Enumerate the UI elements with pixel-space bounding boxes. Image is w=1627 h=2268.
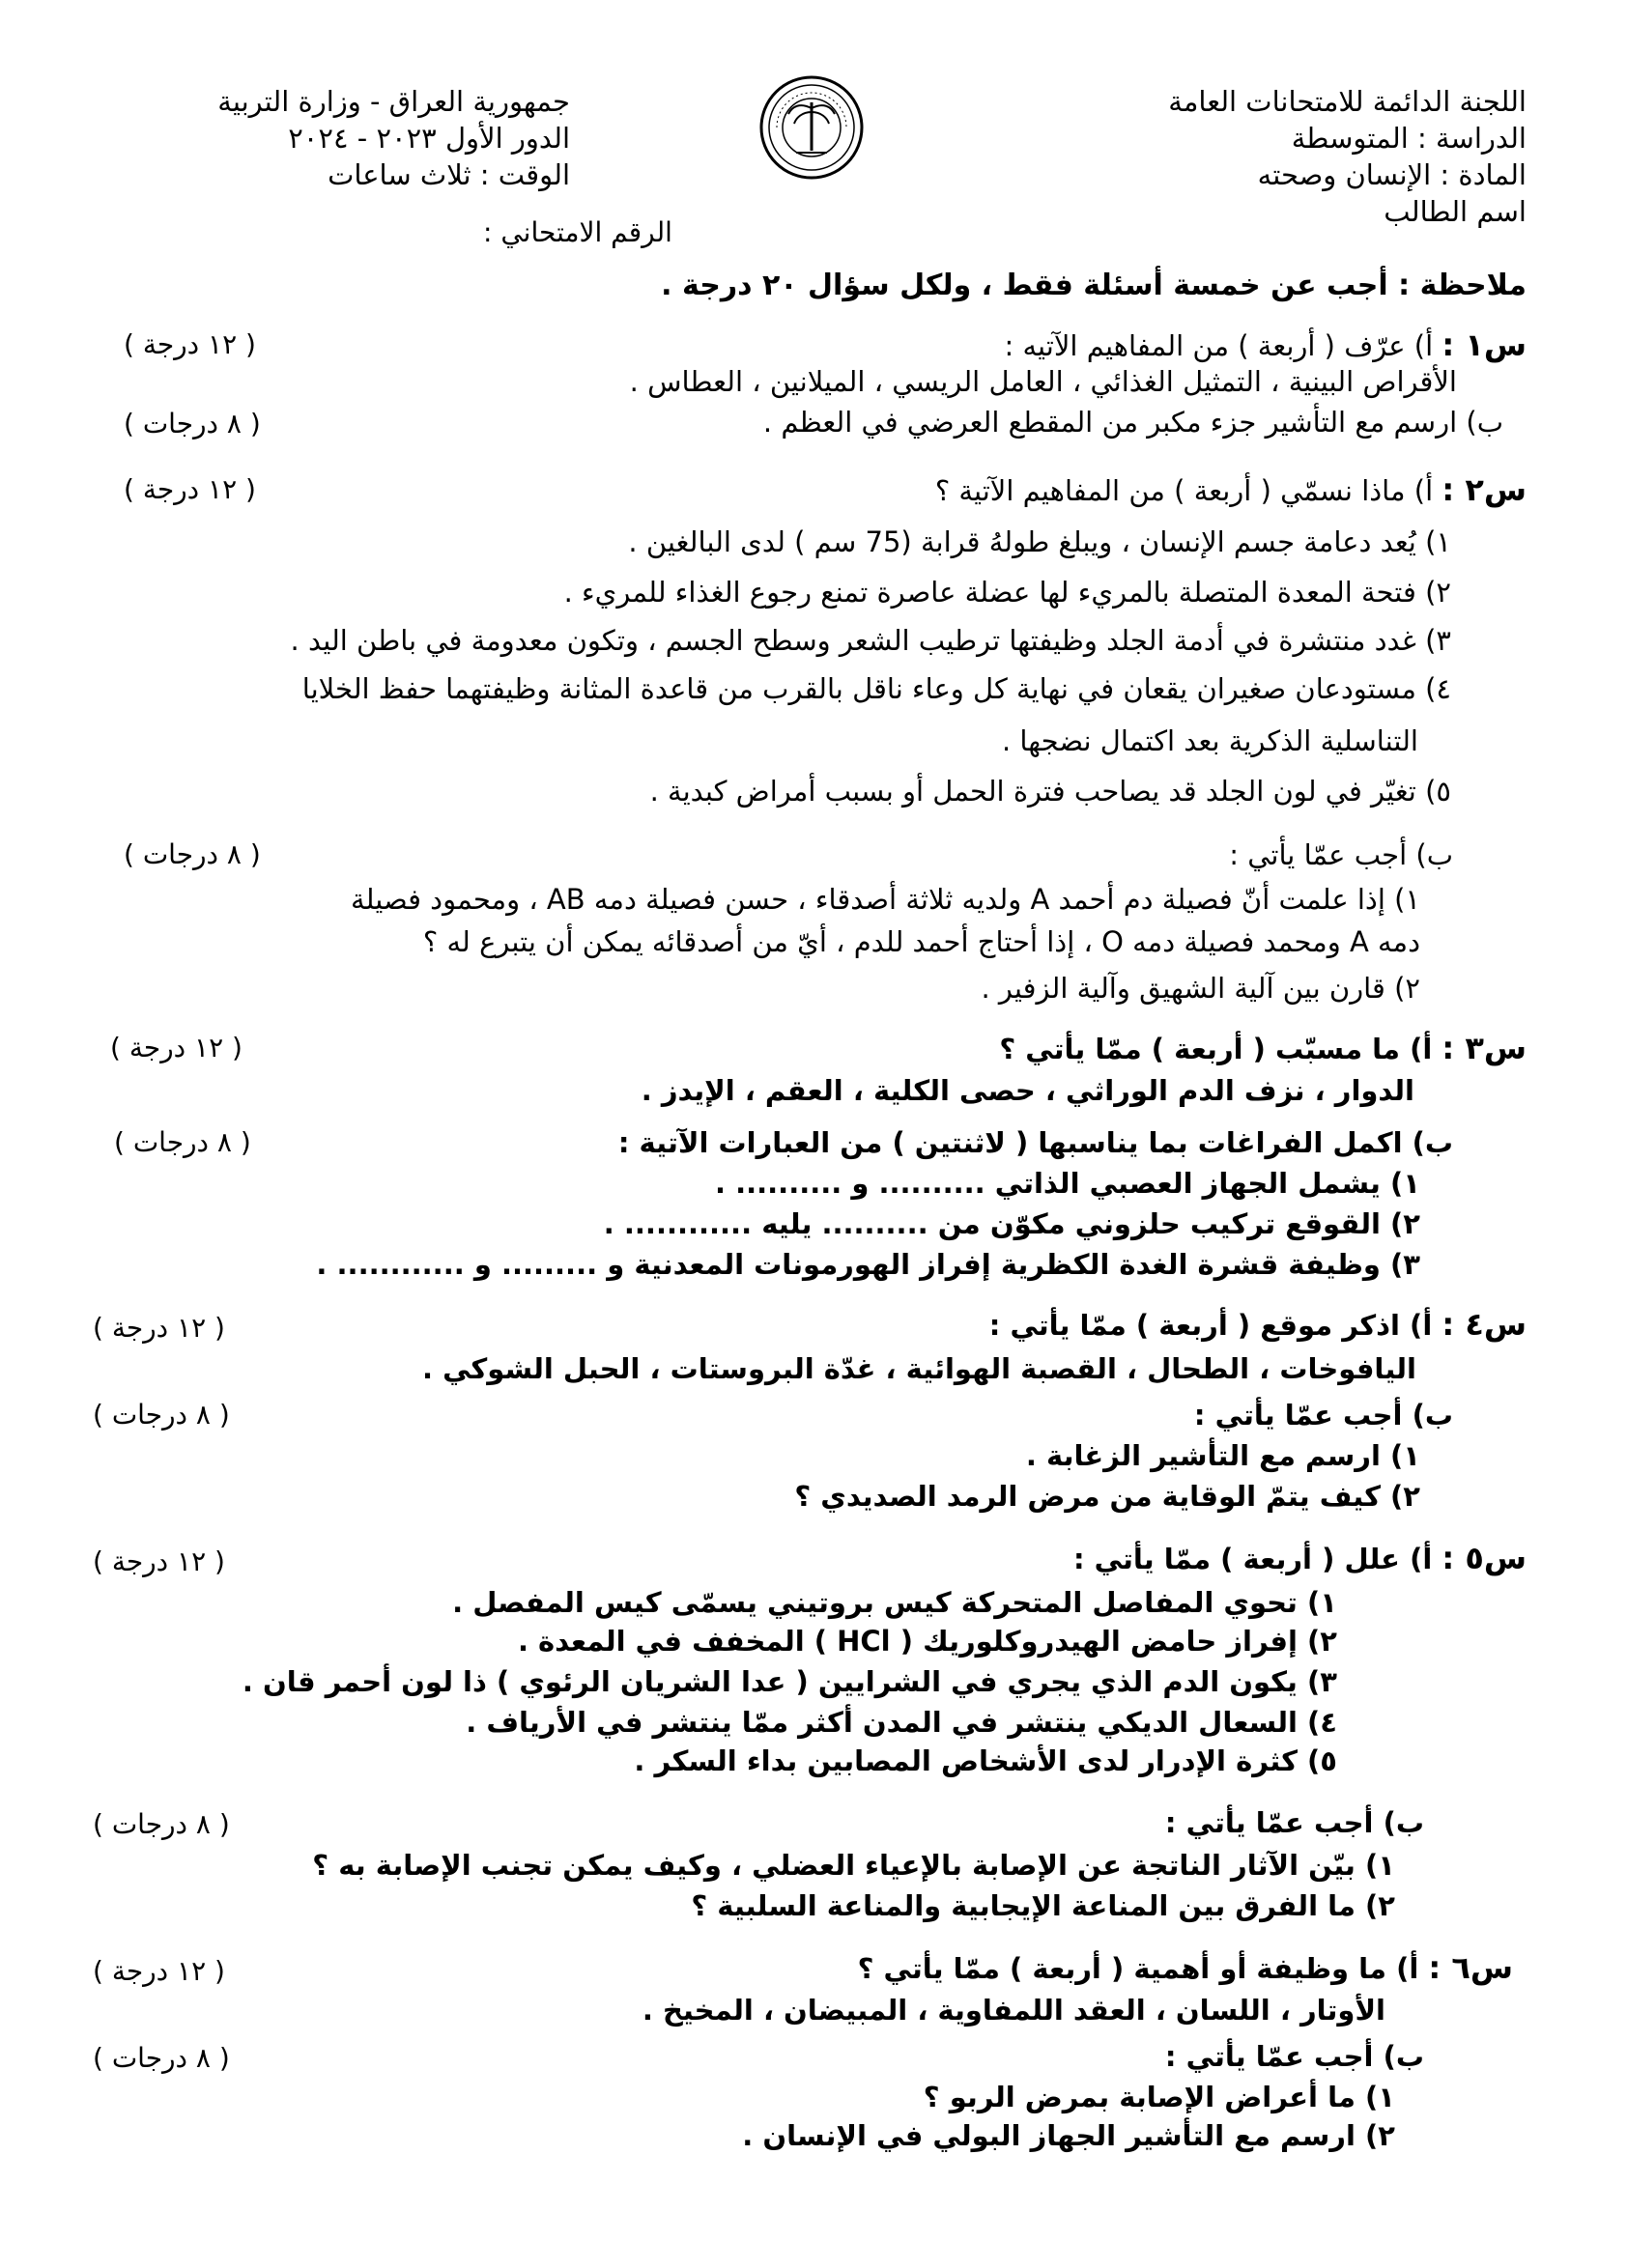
q3-b2: ٢) القوقع تركيب حلزوني مكوّن من .......... يليه ............ .	[603, 1207, 1420, 1240]
q5-b2: ٢) ما الفرق بين المناعة الإيجابية والمناعة السلبية ؟	[691, 1889, 1395, 1922]
q2-a5: ٥) تغيّر في لون الجلد قد يصاحب فترة الحمل أو بسبب أمراض كبدية .	[649, 775, 1451, 808]
ministry-seal-icon	[757, 73, 866, 182]
q2-a4-line1: ٤) مستودعان صغيران يقعان في نهاية كل وعاء ناقل بالقرب من قاعدة المثانة وظيفتهما حفظ الخلايا	[301, 672, 1451, 705]
q2-number: س٢ :	[1441, 471, 1527, 508]
q3-a-list: الدوار ، نزف الدم الوراثي ، حصى الكلية ، العقم ، الإيدز .	[641, 1074, 1414, 1107]
q6-number: س٦ :	[1428, 1949, 1513, 1986]
q4-number: س٤ :	[1441, 1306, 1527, 1343]
q3-b-marks: ( ٨ درجات )	[114, 1126, 251, 1158]
q2-a-marks: ( ١٢ درجة )	[124, 473, 256, 505]
q6-a: س٦ : أ) ما وظيفة أو أهمية ( أربعة ) ممّا يأتي ؟	[857, 1949, 1513, 1986]
q5-a: س٥ : أ) علل ( أربعة ) ممّا يأتي :	[1072, 1540, 1527, 1576]
exam-round: الدور الأول ٢٠٢٣ - ٢٠٢٤	[288, 122, 570, 155]
q5-a2: ٢) إفراز حامض الهيدروكلوريك ( HCl ) المخفف في المعدة .	[517, 1625, 1337, 1658]
q5-a3: ٣) يكون الدم الذي يجري في الشرايين ( عدا الشريان الرئوي ) ذا لون أحمر قان .	[242, 1665, 1337, 1698]
q5-number: س٥ :	[1441, 1540, 1527, 1576]
q2-a: س٢ : أ) ماذا نسمّي ( أربعة ) من المفاهيم الآتية ؟	[934, 471, 1527, 508]
q2-a2: ٢) فتحة المعدة المتصلة بالمريء لها عضلة عاصرة تمنع رجوع الغذاء للمريء .	[563, 576, 1451, 609]
q2-a3: ٣) غدد منتشرة في أدمة الجلد وظيفتها ترطيب الشعر وسطح الجسم ، وتكون معدومة في باطن اليد .	[290, 624, 1451, 657]
q5-b1: ١) بيّن الآثار الناتجة عن الإصابة بالإعياء العضلي ، وكيف يمكن تجنب الإصابة به ؟	[312, 1849, 1395, 1882]
q6-a-marks: ( ١٢ درجة )	[93, 1955, 225, 1987]
q2-b1-line1: ١) إذا علمت أنّ فصيلة دم أحمد A ولديه ثلاثة أصدقاء ، حسن فصيلة دمه AB ، ومحمود فصيلة	[351, 883, 1420, 916]
q3-b3: ٣) وظيفة قشرة الغدة الكظرية إفراز الهورمونات المعدنية و ......... و ............ .	[316, 1248, 1420, 1281]
q6-b-marks: ( ٨ درجات )	[93, 2042, 230, 2074]
q5-a1: ١) تحوي المفاصل المتحركة كيس بروتيني يسمّى كيس المفصل .	[452, 1586, 1337, 1619]
q2-b: ب) أجب عمّا يأتي :	[1229, 838, 1453, 871]
q6-b: ب) أجب عمّا يأتي :	[1164, 2040, 1424, 2073]
q1-a-marks: ( ١٢ درجة )	[124, 328, 256, 360]
header-left	[164, 83, 570, 193]
exam-number-label: الرقم الامتحاني :	[483, 216, 672, 248]
q1-a: س١ : أ) عرّف ( أربعة ) من المفاهيم الآتيه :	[1004, 326, 1527, 363]
instructions-note: ملاحظة : أجب عن خمسة أسئلة فقط ، ولكل سؤال ٢٠ درجة .	[661, 269, 1527, 302]
q2-a1: ١) يُعد دعامة جسم الإنسان ، ويبلغ طولهُ قرابة (75 سم ) لدى البالغين .	[628, 525, 1451, 558]
q1-b: ب) ارسم مع التأشير جزء مكبر من المقطع العرضي في العظم .	[762, 406, 1503, 439]
q2-b-marks: ( ٨ درجات )	[124, 838, 261, 870]
q3-b: ب) اكمل الفراغات بما يناسبها ( لاثنتين ) من العبارات الآتية :	[617, 1126, 1453, 1159]
q6-b2: ٢) ارسم مع التأشير الجهاز البولي في الإنسان .	[742, 2119, 1395, 2152]
q4-b1: ١) ارسم مع التأشير الزغابة .	[1025, 1439, 1420, 1472]
committee-name: اللجنة الدائمة للامتحانات العامة	[1168, 85, 1527, 118]
q5-b-marks: ( ٨ درجات )	[93, 1808, 230, 1840]
q4-b: ب) أجب عمّا يأتي :	[1193, 1399, 1453, 1432]
q3-a-marks: ( ١٢ درجة )	[110, 1032, 243, 1063]
q3-number: س٣ :	[1441, 1030, 1527, 1066]
header-right	[1005, 83, 1527, 230]
q6-a-list: الأوتار ، اللسان ، العقد اللمفاوية ، المبيضان ، المخيخ .	[642, 1994, 1385, 2027]
q6-b1: ١) ما أعراض الإصابة بمرض الربو ؟	[923, 2081, 1395, 2113]
q5-b: ب) أجب عمّا يأتي :	[1164, 1806, 1424, 1839]
q1-number: س١ :	[1441, 326, 1527, 363]
q2-b2: ٢) قارن بين آلية الشهيق وآلية الزفير .	[981, 972, 1420, 1005]
q5-a4: ٤) السعال الديكي ينتشر في المدن أكثر ممّا ينتشر في الأرياف .	[466, 1706, 1337, 1739]
q4-b-marks: ( ٨ درجات )	[93, 1399, 230, 1431]
student-name-label: اسم الطالب	[1384, 195, 1527, 228]
q1-a-list: الأقراص البينية ، التمثيل الغذائي ، العامل الريسي ، الميلانين ، العطاس .	[629, 365, 1457, 398]
study-level: الدراسة : المتوسطة	[1291, 122, 1527, 155]
exam-duration: الوقت : ثلاث ساعات	[328, 158, 570, 191]
q2-a4-line2: التناسلية الذكرية بعد اكتمال نضجها .	[1002, 724, 1418, 757]
q4-a-marks: ( ١٢ درجة )	[93, 1312, 225, 1344]
q5-a-marks: ( ١٢ درجة )	[93, 1545, 225, 1577]
q4-a: س٤ : أ) اذكر موقع ( أربعة ) ممّا يأتي :	[988, 1306, 1527, 1343]
subject: المادة : الإنسان وصحته	[1257, 158, 1527, 191]
country-ministry: جمهورية العراق - وزارة التربية	[217, 85, 570, 118]
q4-a-list: اليافوخات ، الطحال ، القصبة الهوائية ، غدّة البروستات ، الحبل الشوكي .	[421, 1352, 1416, 1385]
q2-b1-line2: دمه A ومحمد فصيلة دمه O ، إذا أحتاج أحمد للدم ، أيّ من أصدقائه يمكن أن يتبرع له ؟	[422, 925, 1420, 958]
q4-b2: ٢) كيف يتمّ الوقاية من مرض الرمد الصديدي ؟	[794, 1480, 1420, 1513]
q3-b1: ١) يشمل الجهاز العصبي الذاتي .......... و .......... .	[715, 1167, 1420, 1200]
q1-b-marks: ( ٨ درجات )	[124, 408, 261, 439]
q3-a: س٣ : أ) ما مسبّب ( أربعة ) ممّا يأتي ؟	[999, 1030, 1527, 1066]
q5-a5: ٥) كثرة الإدرار لدى الأشخاص المصابين بداء السكر .	[634, 1744, 1337, 1777]
